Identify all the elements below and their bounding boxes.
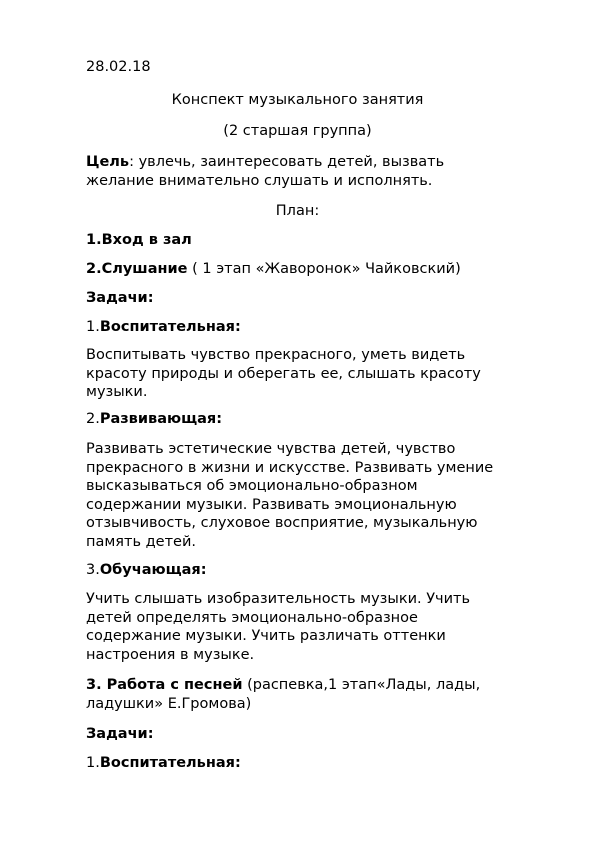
task-educational-label-2: Воспитательная: (99, 755, 241, 771)
section-listening (86, 260, 461, 279)
section-listening-text: ( 1 этап «Жаворонок» Чайковский) (187, 261, 461, 277)
paragraph-line: Развивать эстетические чувства детей, чувство (86, 441, 456, 457)
paragraph-line: настроения в музыке. (86, 646, 255, 663)
paragraph-line: содержании музыки. Развивать эмоциональную (86, 496, 457, 513)
task-developing-text (86, 440, 526, 551)
paragraph-line: музыки. (86, 384, 148, 400)
section-song-line-2: ладушки» Е.Громова) (86, 696, 252, 712)
task-educational-text (86, 346, 526, 402)
task-developing-label: Развивающая: (99, 411, 222, 427)
tasks-heading-2: Задачи: (86, 726, 154, 742)
task-teaching-heading (86, 561, 207, 580)
paragraph-line: содержание музыки. Учить различать оттенки (86, 628, 446, 644)
goal-colon: : (129, 154, 134, 170)
tasks-heading-1: Задачи: (86, 290, 154, 306)
task-educational-heading (86, 318, 241, 337)
task-teaching-text (86, 590, 526, 664)
task-educational-num-2: 1. (86, 755, 100, 771)
task-developing-heading (86, 410, 222, 429)
goal-text-1: увлечь, заинтересовать детей, вызвать (133, 154, 445, 170)
document-title: Конспект музыкального занятия (171, 92, 424, 108)
paragraph-line: отзывчивость, слуховое восприятие, музыкальную (86, 515, 478, 531)
paragraph-line: высказываться об эмоционально-образном (86, 478, 418, 494)
section-listening-label: 2.Слушание (86, 261, 188, 277)
task-educational-num: 1. (86, 319, 100, 335)
task-teaching-num: 3. (86, 562, 100, 578)
plan-heading: План: (275, 203, 320, 219)
paragraph-line: прекрасного в жизни и искусстве. Развивать умение (86, 459, 494, 476)
task-teaching-label: Обучающая: (99, 562, 207, 578)
section-song-text: (распевка,1 этап«Лады, лады, (242, 677, 481, 693)
paragraph-line: Учить слышать изобразительность музыки. Учить (86, 591, 471, 607)
paragraph-line: красоту природы и оберегать ее, слышать красоту (86, 365, 481, 382)
goal-line-1 (86, 153, 444, 172)
section-song-work (86, 676, 480, 695)
paragraph-line: Воспитывать чувство прекрасного, уметь видеть (86, 347, 466, 363)
goal-label: Цель (86, 154, 130, 170)
task-educational-label: Воспитательная: (99, 319, 241, 335)
paragraph-line: память детей. (86, 533, 196, 550)
task-developing-num: 2. (86, 411, 100, 427)
section-song-label: 3. Работа с песней (86, 677, 243, 693)
paragraph-line: детей определять эмоционально-образное (86, 609, 418, 626)
task-educational-heading-2 (86, 754, 241, 773)
section-entrance: 1.Вход в зал (86, 232, 192, 248)
goal-line-2: желание внимательно слушать и исполнять. (86, 173, 433, 189)
date: 28.02.18 (86, 59, 151, 75)
document-subtitle: (2 старшая группа) (223, 123, 372, 139)
